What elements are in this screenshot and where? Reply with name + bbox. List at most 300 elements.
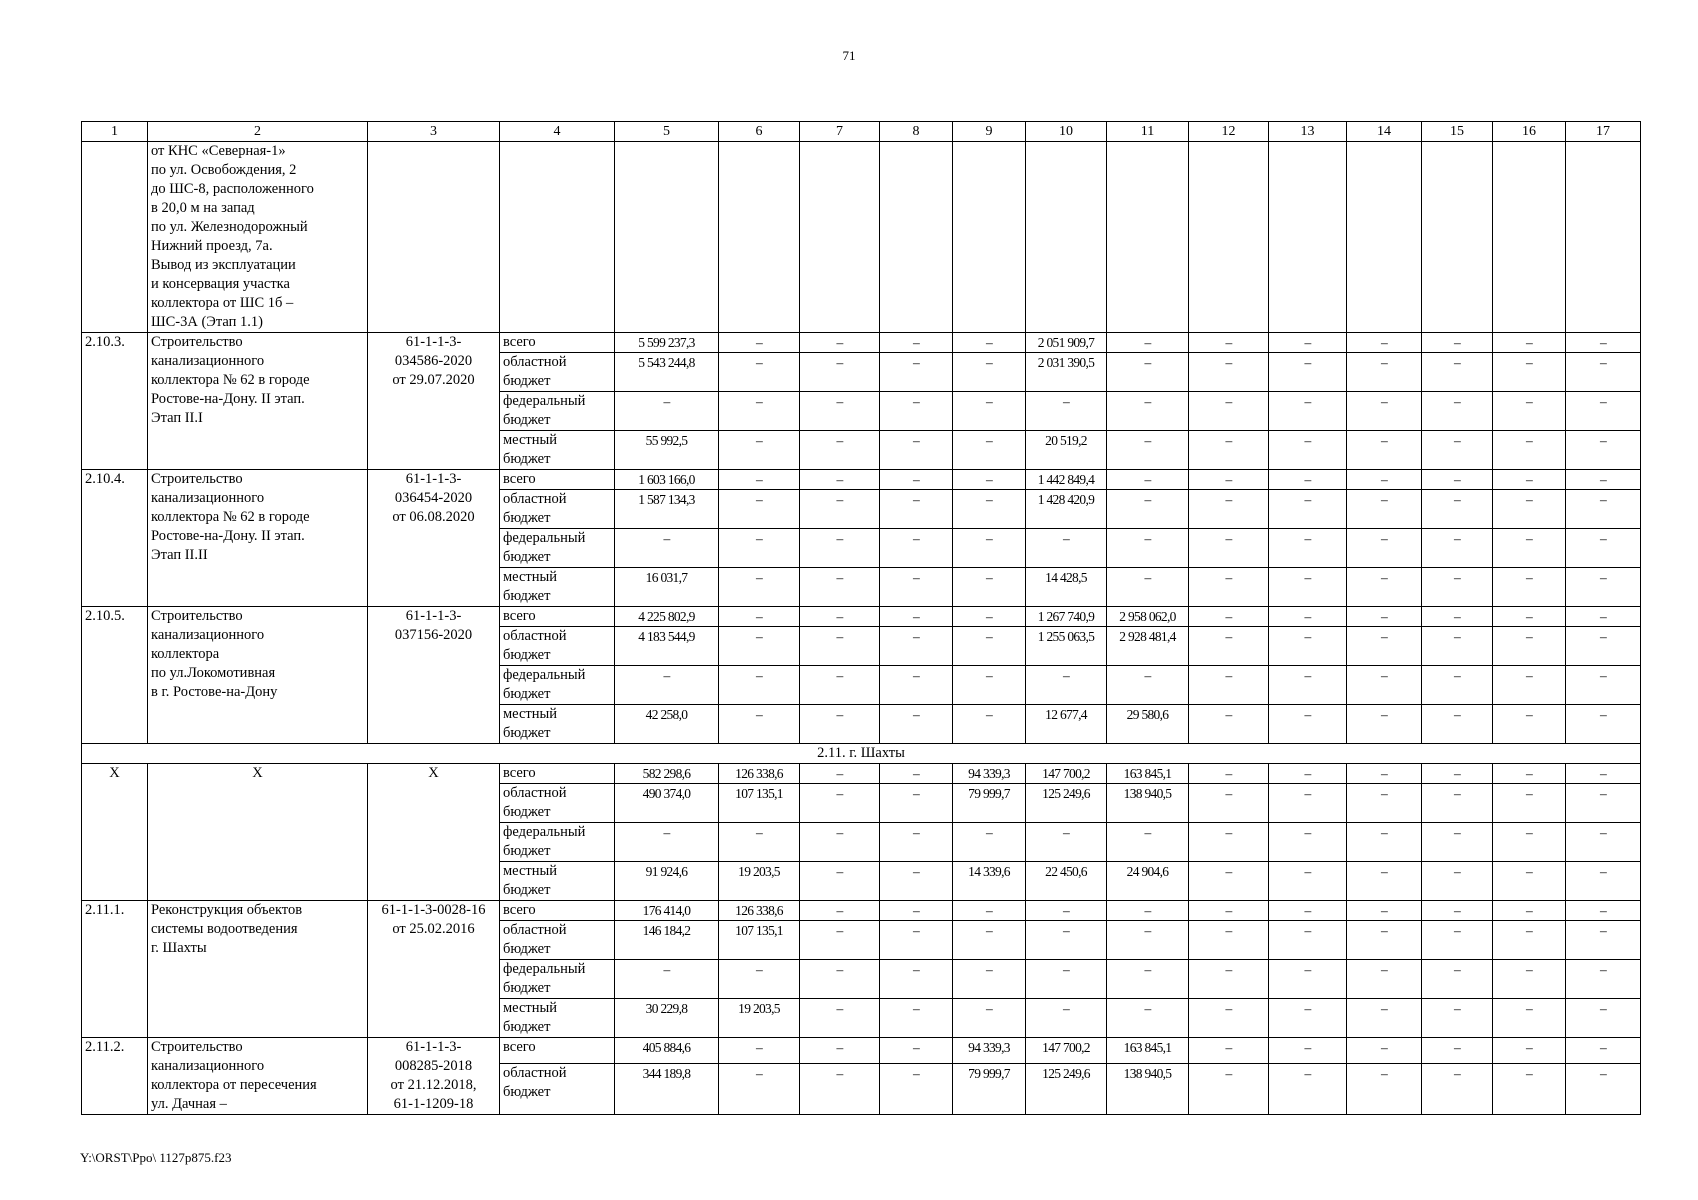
- value-cell: –: [1107, 568, 1189, 607]
- value-cell: –: [1493, 901, 1566, 921]
- funding-source-cell: областной бюджет: [500, 1064, 615, 1115]
- value-cell: 1 442 849,4: [1026, 470, 1107, 490]
- value-cell: –: [953, 353, 1026, 392]
- empty-cell: [880, 142, 953, 333]
- value-cell: 19 203,5: [719, 862, 800, 901]
- funding-source-cell: областной бюджет: [500, 627, 615, 666]
- value-cell: –: [880, 353, 953, 392]
- value-cell: –: [615, 529, 719, 568]
- column-header: 13: [1269, 122, 1347, 142]
- value-cell: 2 031 390,5: [1026, 353, 1107, 392]
- value-cell: –: [1347, 921, 1422, 960]
- funding-source-cell: всего: [500, 764, 615, 784]
- value-cell: –: [800, 490, 880, 529]
- value-cell: –: [1107, 960, 1189, 999]
- value-cell: –: [1269, 705, 1347, 744]
- value-cell: –: [1566, 431, 1641, 470]
- value-cell: –: [1269, 568, 1347, 607]
- value-cell: –: [1566, 1038, 1641, 1064]
- value-cell: –: [800, 607, 880, 627]
- value-cell: –: [953, 921, 1026, 960]
- value-cell: –: [880, 999, 953, 1038]
- value-cell: –: [1269, 529, 1347, 568]
- value-cell: –: [1189, 431, 1269, 470]
- value-cell: –: [1347, 823, 1422, 862]
- value-cell: –: [1493, 823, 1566, 862]
- value-cell: –: [1422, 529, 1493, 568]
- column-header: 1: [82, 122, 148, 142]
- value-cell: 4 183 544,9: [615, 627, 719, 666]
- value-cell: –: [1107, 470, 1189, 490]
- value-cell: 1 603 166,0: [615, 470, 719, 490]
- column-header: 12: [1189, 122, 1269, 142]
- value-cell: –: [1566, 764, 1641, 784]
- expertise-code-cell: Х: [368, 764, 500, 901]
- value-cell: 2 958 062,0: [1107, 607, 1189, 627]
- value-cell: –: [1422, 901, 1493, 921]
- value-cell: –: [1493, 607, 1566, 627]
- funding-source-cell: областной бюджет: [500, 784, 615, 823]
- column-header: 10: [1026, 122, 1107, 142]
- value-cell: –: [1347, 999, 1422, 1038]
- value-cell: –: [880, 431, 953, 470]
- value-cell: –: [1189, 353, 1269, 392]
- value-cell: 79 999,7: [953, 784, 1026, 823]
- value-cell: –: [953, 999, 1026, 1038]
- value-cell: –: [1189, 1064, 1269, 1115]
- value-cell: –: [719, 431, 800, 470]
- value-cell: –: [880, 901, 953, 921]
- value-cell: –: [1347, 627, 1422, 666]
- value-cell: –: [615, 823, 719, 862]
- value-cell: –: [1493, 490, 1566, 529]
- value-cell: 22 450,6: [1026, 862, 1107, 901]
- expertise-code-cell: 61-1-1-3- 036454-2020 от 06.08.2020: [368, 470, 500, 607]
- value-cell: –: [1493, 529, 1566, 568]
- value-cell: –: [1422, 607, 1493, 627]
- column-header: 4: [500, 122, 615, 142]
- value-cell: –: [1269, 921, 1347, 960]
- column-header: 16: [1493, 122, 1566, 142]
- value-cell: –: [800, 333, 880, 353]
- empty-cell: [1107, 142, 1189, 333]
- table-row: [82, 764, 1641, 784]
- value-cell: –: [719, 1064, 800, 1115]
- column-header: 6: [719, 122, 800, 142]
- value-cell: –: [1493, 353, 1566, 392]
- value-cell: –: [1566, 1064, 1641, 1115]
- value-cell: –: [1269, 862, 1347, 901]
- column-header: 7: [800, 122, 880, 142]
- value-cell: –: [1493, 999, 1566, 1038]
- value-cell: –: [1422, 784, 1493, 823]
- funding-source-cell: всего: [500, 470, 615, 490]
- value-cell: –: [1422, 960, 1493, 999]
- value-cell: –: [1107, 823, 1189, 862]
- value-cell: 24 904,6: [1107, 862, 1189, 901]
- empty-cell: [953, 142, 1026, 333]
- object-name-cell: от КНС «Северная-1» по ул. Освобождения, 2 до ШС-8, расположенного в 20,0 м на запад по ул. Железнодорожный Нижний проезд, 7а. Вывод из эксплуатации и консервация участка коллектора от ШС 1б – ШС-3А (Этап 1.1): [148, 142, 368, 333]
- value-cell: –: [1189, 784, 1269, 823]
- value-cell: –: [1566, 705, 1641, 744]
- row-number-cell: [82, 142, 148, 333]
- value-cell: –: [1422, 568, 1493, 607]
- value-cell: 138 940,5: [1107, 784, 1189, 823]
- value-cell: –: [1107, 392, 1189, 431]
- value-cell: –: [800, 705, 880, 744]
- value-cell: –: [880, 470, 953, 490]
- value-cell: –: [953, 666, 1026, 705]
- value-cell: –: [1269, 627, 1347, 666]
- value-cell: –: [1347, 960, 1422, 999]
- value-cell: –: [1566, 353, 1641, 392]
- value-cell: –: [1493, 568, 1566, 607]
- column-header: 9: [953, 122, 1026, 142]
- value-cell: –: [1422, 999, 1493, 1038]
- value-cell: –: [1107, 999, 1189, 1038]
- value-cell: –: [880, 392, 953, 431]
- value-cell: –: [1026, 921, 1107, 960]
- value-cell: –: [1422, 862, 1493, 901]
- value-cell: –: [880, 333, 953, 353]
- object-name-cell: Строительство канализационного коллектора № 62 в городе Ростове-на-Дону. II этап. Этап II.I: [148, 333, 368, 470]
- value-cell: –: [1347, 784, 1422, 823]
- funding-source-cell: областной бюджет: [500, 921, 615, 960]
- value-cell: –: [1189, 333, 1269, 353]
- expertise-code-cell: 61-1-1-3-0028-16 от 25.02.2016: [368, 901, 500, 1038]
- value-cell: –: [1422, 392, 1493, 431]
- value-cell: –: [1107, 333, 1189, 353]
- value-cell: –: [880, 862, 953, 901]
- empty-cell: [1493, 142, 1566, 333]
- value-cell: –: [1189, 529, 1269, 568]
- value-cell: –: [953, 823, 1026, 862]
- value-cell: –: [1189, 666, 1269, 705]
- value-cell: 107 135,1: [719, 921, 800, 960]
- value-cell: –: [1189, 627, 1269, 666]
- value-cell: 14 339,6: [953, 862, 1026, 901]
- value-cell: –: [880, 490, 953, 529]
- value-cell: 146 184,2: [615, 921, 719, 960]
- value-cell: –: [880, 529, 953, 568]
- value-cell: –: [953, 392, 1026, 431]
- value-cell: –: [1422, 823, 1493, 862]
- value-cell: –: [1566, 960, 1641, 999]
- value-cell: 344 189,8: [615, 1064, 719, 1115]
- empty-cell: [1347, 142, 1422, 333]
- object-name-cell: Строительство канализационного коллектора от пересечения ул. Дачная –: [148, 1038, 368, 1115]
- funding-source-cell: федеральный бюджет: [500, 823, 615, 862]
- value-cell: –: [800, 764, 880, 784]
- value-cell: –: [1493, 627, 1566, 666]
- footer-file-path: Y:\ORST\Ppo\ 1127p875.f23: [80, 1150, 232, 1165]
- column-header: 8: [880, 122, 953, 142]
- value-cell: 20 519,2: [1026, 431, 1107, 470]
- value-cell: –: [1493, 431, 1566, 470]
- value-cell: 125 249,6: [1026, 1064, 1107, 1115]
- empty-cell: [368, 142, 500, 333]
- value-cell: –: [1566, 862, 1641, 901]
- value-cell: –: [1493, 921, 1566, 960]
- value-cell: –: [719, 392, 800, 431]
- value-cell: –: [1566, 470, 1641, 490]
- value-cell: –: [880, 1038, 953, 1064]
- value-cell: –: [1189, 999, 1269, 1038]
- funding-source-cell: всего: [500, 1038, 615, 1064]
- row-number-cell: 2.10.5.: [82, 607, 148, 744]
- value-cell: 405 884,6: [615, 1038, 719, 1064]
- funding-source-cell: областной бюджет: [500, 353, 615, 392]
- value-cell: –: [800, 823, 880, 862]
- value-cell: –: [1347, 764, 1422, 784]
- value-cell: –: [1269, 490, 1347, 529]
- value-cell: –: [953, 705, 1026, 744]
- value-cell: –: [1026, 960, 1107, 999]
- value-cell: –: [719, 666, 800, 705]
- value-cell: –: [615, 392, 719, 431]
- object-name-cell: Строительство канализационного коллектора № 62 в городе Ростове-на-Дону. II этап. Этап II.II: [148, 470, 368, 607]
- value-cell: –: [1189, 568, 1269, 607]
- value-cell: –: [880, 1064, 953, 1115]
- funding-source-cell: местный бюджет: [500, 862, 615, 901]
- empty-cell: [500, 142, 615, 333]
- expertise-code-cell: 61-1-1-3- 008285-2018 от 21.12.2018, 61-1-1209-18: [368, 1038, 500, 1115]
- value-cell: –: [953, 490, 1026, 529]
- value-cell: 125 249,6: [1026, 784, 1107, 823]
- value-cell: –: [1347, 862, 1422, 901]
- value-cell: 1 428 420,9: [1026, 490, 1107, 529]
- value-cell: –: [1026, 823, 1107, 862]
- value-cell: –: [800, 568, 880, 607]
- value-cell: –: [1493, 1038, 1566, 1064]
- value-cell: –: [1347, 568, 1422, 607]
- value-cell: 107 135,1: [719, 784, 800, 823]
- value-cell: –: [1493, 666, 1566, 705]
- value-cell: 2 928 481,4: [1107, 627, 1189, 666]
- value-cell: –: [719, 490, 800, 529]
- value-cell: –: [1269, 784, 1347, 823]
- value-cell: –: [1269, 1064, 1347, 1115]
- value-cell: –: [1107, 901, 1189, 921]
- value-cell: –: [1493, 1064, 1566, 1115]
- value-cell: 490 374,0: [615, 784, 719, 823]
- empty-cell: [1269, 142, 1347, 333]
- value-cell: –: [1347, 666, 1422, 705]
- table-row: [82, 607, 1641, 627]
- object-name-cell: Строительство канализационного коллектора по ул.Локомотивная в г. Ростове-на-Дону: [148, 607, 368, 744]
- value-cell: 147 700,2: [1026, 1038, 1107, 1064]
- value-cell: –: [1347, 490, 1422, 529]
- value-cell: –: [719, 1038, 800, 1064]
- value-cell: –: [1566, 999, 1641, 1038]
- object-name-cell: Х: [148, 764, 368, 901]
- value-cell: –: [1189, 1038, 1269, 1064]
- value-cell: –: [1422, 666, 1493, 705]
- value-cell: –: [1566, 921, 1641, 960]
- value-cell: –: [1422, 764, 1493, 784]
- value-cell: 1 587 134,3: [615, 490, 719, 529]
- continuation-row: [82, 142, 1641, 333]
- value-cell: 176 414,0: [615, 901, 719, 921]
- value-cell: –: [1269, 1038, 1347, 1064]
- value-cell: –: [1422, 431, 1493, 470]
- funding-source-cell: местный бюджет: [500, 999, 615, 1038]
- value-cell: –: [953, 901, 1026, 921]
- value-cell: 1 255 063,5: [1026, 627, 1107, 666]
- value-cell: –: [1347, 529, 1422, 568]
- value-cell: 12 677,4: [1026, 705, 1107, 744]
- value-cell: –: [1493, 784, 1566, 823]
- value-cell: –: [800, 431, 880, 470]
- value-cell: –: [1189, 392, 1269, 431]
- value-cell: –: [1347, 705, 1422, 744]
- value-cell: –: [1189, 862, 1269, 901]
- value-cell: 79 999,7: [953, 1064, 1026, 1115]
- value-cell: –: [880, 921, 953, 960]
- value-cell: 163 845,1: [1107, 1038, 1189, 1064]
- value-cell: –: [800, 921, 880, 960]
- value-cell: –: [1107, 353, 1189, 392]
- value-cell: –: [1422, 627, 1493, 666]
- value-cell: 42 258,0: [615, 705, 719, 744]
- value-cell: –: [880, 666, 953, 705]
- value-cell: –: [953, 470, 1026, 490]
- value-cell: –: [880, 607, 953, 627]
- value-cell: –: [1422, 333, 1493, 353]
- value-cell: –: [1189, 607, 1269, 627]
- value-cell: –: [1566, 901, 1641, 921]
- row-number-cell: 2.10.4.: [82, 470, 148, 607]
- value-cell: 94 339,3: [953, 764, 1026, 784]
- value-cell: –: [1566, 392, 1641, 431]
- value-cell: –: [1422, 470, 1493, 490]
- expertise-code-cell: 61-1-1-3- 037156-2020: [368, 607, 500, 744]
- value-cell: –: [800, 1064, 880, 1115]
- value-cell: 29 580,6: [1107, 705, 1189, 744]
- value-cell: –: [1493, 862, 1566, 901]
- value-cell: –: [1422, 1038, 1493, 1064]
- value-cell: –: [1422, 705, 1493, 744]
- value-cell: –: [1269, 333, 1347, 353]
- value-cell: –: [1269, 764, 1347, 784]
- value-cell: –: [615, 960, 719, 999]
- column-header: 11: [1107, 122, 1189, 142]
- empty-cell: [1189, 142, 1269, 333]
- value-cell: –: [1189, 490, 1269, 529]
- value-cell: –: [1026, 392, 1107, 431]
- value-cell: –: [1566, 333, 1641, 353]
- value-cell: –: [880, 568, 953, 607]
- value-cell: 5 599 237,3: [615, 333, 719, 353]
- value-cell: 30 229,8: [615, 999, 719, 1038]
- table-row: [82, 901, 1641, 921]
- value-cell: –: [1189, 705, 1269, 744]
- funding-source-cell: федеральный бюджет: [500, 392, 615, 431]
- value-cell: –: [1493, 470, 1566, 490]
- value-cell: –: [1566, 666, 1641, 705]
- empty-cell: [615, 142, 719, 333]
- value-cell: 55 992,5: [615, 431, 719, 470]
- column-header: 15: [1422, 122, 1493, 142]
- empty-cell: [1026, 142, 1107, 333]
- value-cell: –: [1347, 1038, 1422, 1064]
- row-number-cell: 2.10.3.: [82, 333, 148, 470]
- value-cell: 16 031,7: [615, 568, 719, 607]
- value-cell: –: [1269, 353, 1347, 392]
- value-cell: –: [719, 529, 800, 568]
- table-row: [82, 470, 1641, 490]
- row-number-cell: 2.11.2.: [82, 1038, 148, 1115]
- value-cell: –: [1107, 921, 1189, 960]
- value-cell: –: [800, 862, 880, 901]
- value-cell: –: [1269, 431, 1347, 470]
- value-cell: –: [719, 568, 800, 607]
- value-cell: –: [719, 353, 800, 392]
- value-cell: –: [1269, 901, 1347, 921]
- value-cell: –: [719, 960, 800, 999]
- value-cell: –: [1107, 431, 1189, 470]
- value-cell: –: [1269, 392, 1347, 431]
- value-cell: –: [880, 823, 953, 862]
- value-cell: 5 543 244,8: [615, 353, 719, 392]
- value-cell: –: [1422, 353, 1493, 392]
- row-number-cell: Х: [82, 764, 148, 901]
- column-header: 2: [148, 122, 368, 142]
- funding-source-cell: всего: [500, 607, 615, 627]
- value-cell: –: [880, 784, 953, 823]
- object-name-cell: Реконструкция объектов системы водоотведения г. Шахты: [148, 901, 368, 1038]
- value-cell: –: [800, 529, 880, 568]
- value-cell: –: [1566, 529, 1641, 568]
- value-cell: –: [719, 333, 800, 353]
- value-cell: –: [1347, 431, 1422, 470]
- value-cell: –: [1107, 529, 1189, 568]
- value-cell: –: [1347, 353, 1422, 392]
- value-cell: –: [1422, 1064, 1493, 1115]
- value-cell: –: [800, 784, 880, 823]
- funding-source-cell: федеральный бюджет: [500, 960, 615, 999]
- value-cell: –: [1189, 921, 1269, 960]
- value-cell: –: [1347, 1064, 1422, 1115]
- funding-source-cell: местный бюджет: [500, 431, 615, 470]
- page-number: 71: [842, 48, 856, 63]
- value-cell: 94 339,3: [953, 1038, 1026, 1064]
- expertise-code-cell: 61-1-1-3- 034586-2020 от 29.07.2020: [368, 333, 500, 470]
- value-cell: –: [1269, 470, 1347, 490]
- value-cell: –: [800, 353, 880, 392]
- value-cell: –: [800, 999, 880, 1038]
- value-cell: –: [1347, 392, 1422, 431]
- value-cell: –: [1566, 490, 1641, 529]
- row-number-cell: 2.11.1.: [82, 901, 148, 1038]
- value-cell: –: [1107, 666, 1189, 705]
- empty-cell: [800, 142, 880, 333]
- empty-cell: [719, 142, 800, 333]
- value-cell: –: [1566, 784, 1641, 823]
- value-cell: –: [719, 823, 800, 862]
- value-cell: –: [880, 960, 953, 999]
- value-cell: –: [953, 431, 1026, 470]
- value-cell: –: [1347, 470, 1422, 490]
- funding-source-cell: всего: [500, 333, 615, 353]
- value-cell: –: [953, 960, 1026, 999]
- value-cell: –: [880, 705, 953, 744]
- funding-source-cell: всего: [500, 901, 615, 921]
- value-cell: –: [719, 470, 800, 490]
- value-cell: –: [953, 627, 1026, 666]
- empty-cell: [1566, 142, 1641, 333]
- column-header: 5: [615, 122, 719, 142]
